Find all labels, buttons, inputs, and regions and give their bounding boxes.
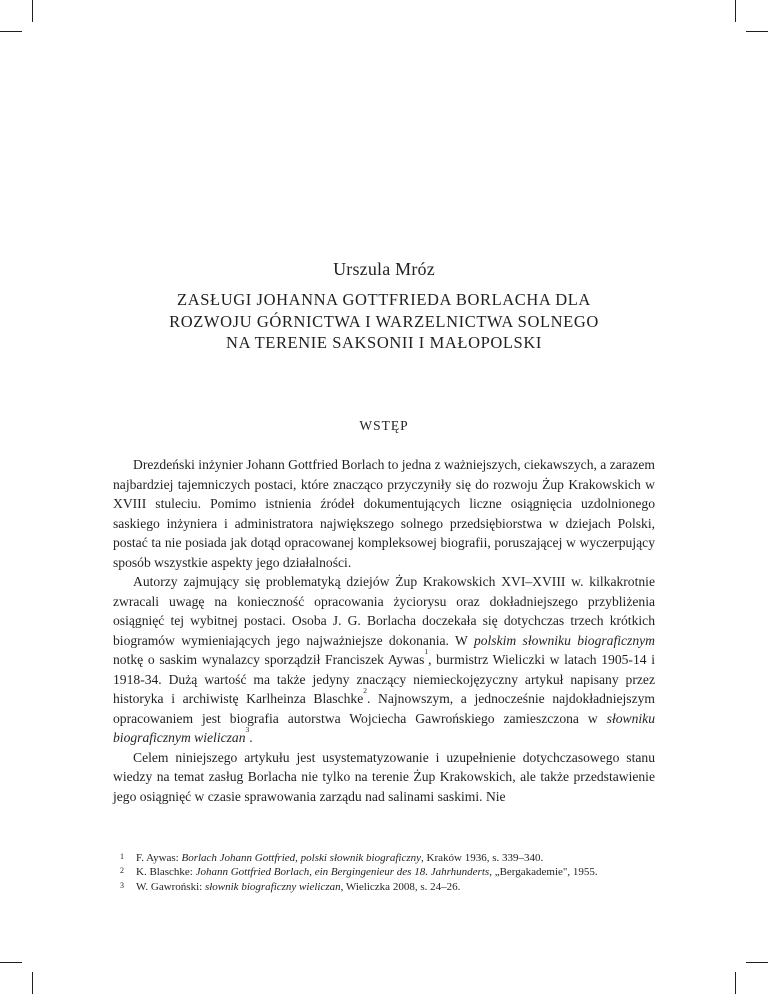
section-heading: WSTĘP bbox=[359, 418, 409, 433]
title-line: ZASŁUGI JOHANNA GOTTFRIEDA BORLACHA DLA bbox=[177, 290, 591, 309]
footnote-number: 1 bbox=[120, 852, 124, 861]
crop-mark bbox=[32, 0, 33, 22]
footnote: 1 F. Aywas: Borlach Johann Gottfried, polski słownik biograficzny, Kraków 1936, s. 339–340. bbox=[120, 852, 544, 864]
crop-mark bbox=[735, 972, 736, 994]
paragraph: Celem niniejszego artykułu jest usystematyzowanie i uzupełnienie dotychczasowego stanu wiedzy na temat zasług Borlacha nie tylko na terenie Żup Krakowskich, ale także przedstawienie jego osiągnięć w czasie sprawowania zarządu nad salinami saskimi. Nie bbox=[113, 749, 655, 804]
crop-mark bbox=[746, 31, 768, 32]
paragraph: Drezdeński inżynier Johann Gottfried Borlach to jedna z ważniejszych, ciekawszych, a zarazem najbardziej tajemniczych postaci, które znacząco przyczyniły się do rozwoju Żup Krakowskich w XVIII stuleciu. Pomimo istnienia źródeł dokumentujących liczne osiągnięcia uzdolnionego saskiego inżyniera i administratora największego solnego przedsiębiorstwa w dziejach Polski, postać ta nie posiada jak dotąd opracowanej kompleksowej biografii, poruszającej w wyczerpujący sposób wszystkie aspekty jego działalności. bbox=[113, 457, 655, 570]
footnote-ref[interactable]: 1 bbox=[424, 647, 429, 656]
crop-mark bbox=[0, 962, 22, 963]
footnote-number: 3 bbox=[120, 880, 124, 890]
crop-mark bbox=[0, 31, 22, 32]
title-line: NA TERENIE SAKSONII I MAŁOPOLSKI bbox=[226, 333, 542, 352]
crop-mark bbox=[746, 962, 768, 963]
title-line: ROZWOJU GÓRNICTWA I WARZELNICTWA SOLNEGO bbox=[169, 311, 599, 331]
article-title bbox=[110, 289, 658, 354]
footnote: 2 K. Blaschke: Johann Gottfried Borlach, ein Bergingenieur des 18. Jahrhunderts, „Bergakademie", 1955. bbox=[120, 866, 598, 879]
crop-mark bbox=[735, 0, 736, 22]
paragraph: Autorzy zajmujący się problematyką dziejów Żup Krakowskich XVI–XVIII w. kilkakrotnie zwracali uwagę na konieczność opracowania życiorysu oraz dokładniejszego przybliżenia osiągnięć tej wybitnej postaci. Osoba J. G. Borlacha doczekała się dotychczas trzech krótkich biogramów wymieniających jego najważniejsze dokonania. W polskim słowniku biograficznym notkę o saskim wynalazcy sporządził Franciszek Aywas$^1$, burmistrz Wieliczki w latach 1905-14 i 1918-34. Dużą wartość ma także jedyny znaczący niemieckojęzyczny artykuł napisany przez historyka i archiwistę Karlheinza Blaschke$^2$. Najnowszym, a jednocześnie najdokładniejszym opracowaniem jest biografia autorstwa Wojciecha Gawrońskiego zamieszczona w słowniku biograficznym wieliczan$^3$. bbox=[113, 574, 655, 745]
footnote-number: 2 bbox=[120, 866, 124, 876]
footnotes bbox=[120, 851, 655, 894]
crop-mark bbox=[32, 972, 33, 994]
author-name: Urszula Mróz bbox=[333, 259, 435, 279]
body-text bbox=[113, 455, 655, 806]
footnote-ref[interactable]: 3 bbox=[245, 725, 250, 734]
footnote-ref[interactable]: 2 bbox=[363, 686, 367, 695]
footnote: 3 W. Gawroński: słownik biograficzny wieliczan, Wieliczka 2008, s. 24–26. bbox=[120, 880, 461, 893]
